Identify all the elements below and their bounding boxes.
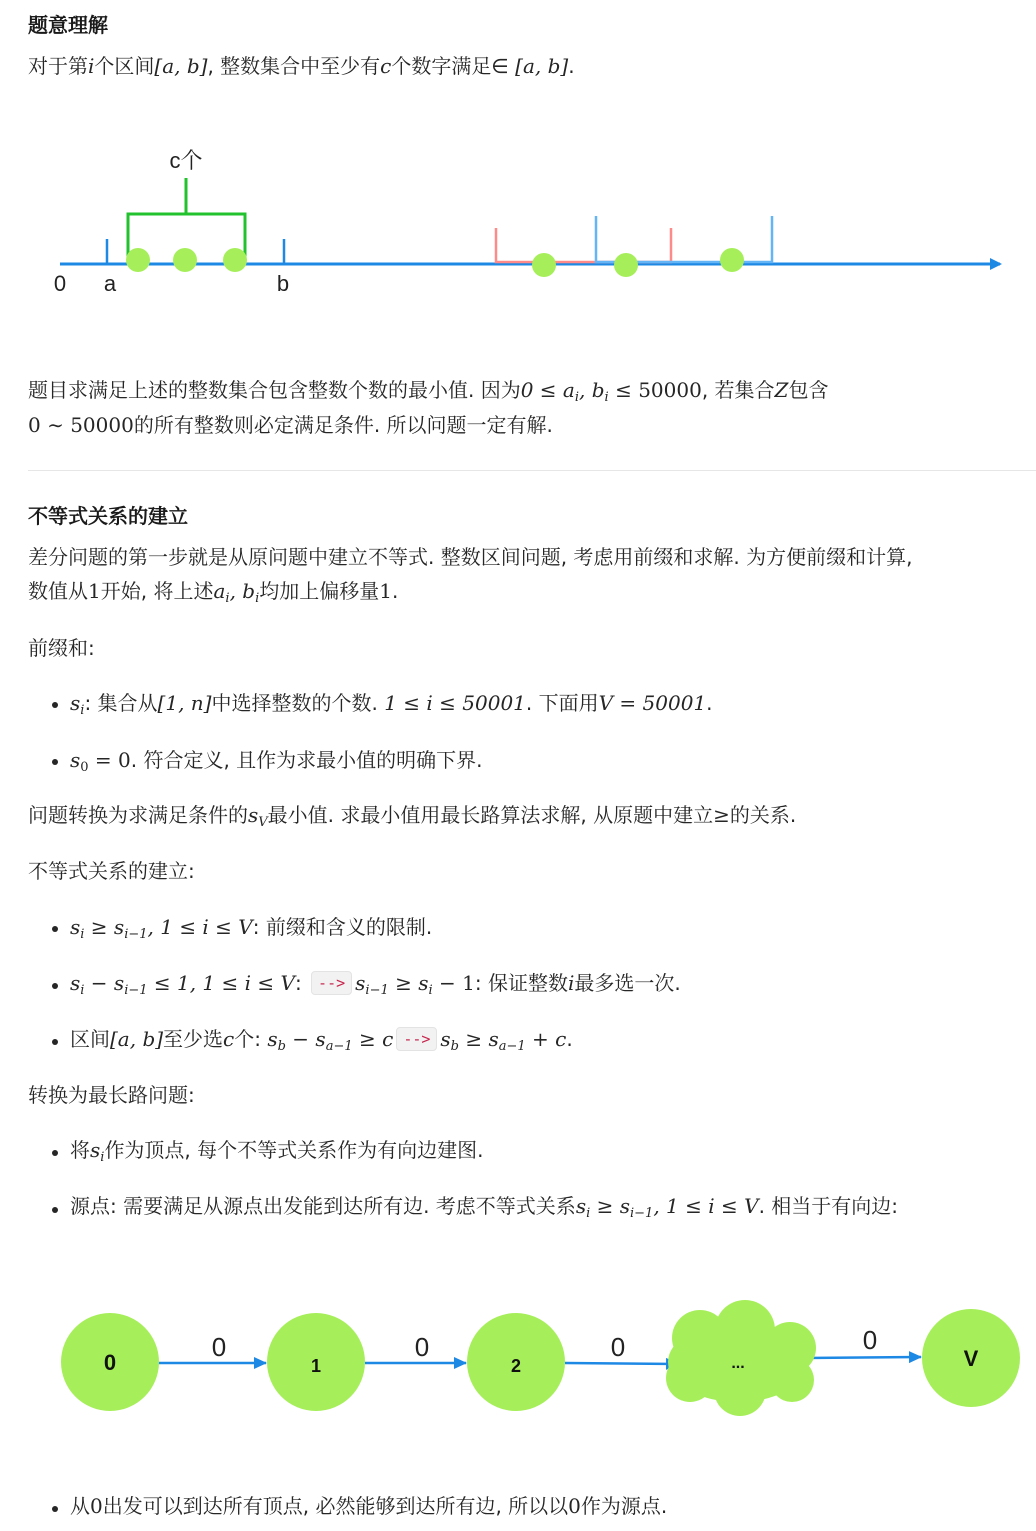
math: , [229, 579, 243, 603]
math-z: Z [774, 378, 789, 402]
math-sub: i−1 [124, 927, 148, 942]
math-sub: 0 [80, 760, 89, 775]
math: 1 ≤ i ≤ 50001 [384, 691, 526, 715]
math: 1 [379, 579, 392, 603]
text: . [566, 1027, 573, 1051]
text: 源点: 需要满足从源点出发能到达所有边. 考虑不等式关系 [70, 1194, 576, 1218]
text: . [392, 579, 399, 603]
text: 至少选 [163, 1027, 224, 1051]
math-sub: i [604, 390, 609, 405]
math-sub: b [277, 1039, 286, 1054]
math-sub: a−1 [498, 1039, 526, 1054]
bullet-dot [52, 926, 58, 932]
text: : 保证整数 [474, 971, 568, 995]
math-sub: i−1 [365, 983, 389, 998]
math: s [70, 915, 81, 939]
inline-code-arrow: --> [396, 1027, 437, 1051]
point-dot [532, 253, 556, 277]
math: − s [285, 1027, 326, 1051]
bullet-s0 [70, 746, 483, 782]
text: 包含 [788, 378, 829, 402]
math: − 1 [432, 971, 475, 995]
section-divider [28, 470, 1036, 471]
text: 中选择整数的个数. [211, 691, 385, 715]
math: ≥ c [352, 1027, 394, 1051]
math: i [567, 971, 575, 995]
convert-line [28, 801, 796, 837]
edge-weight: 0 [862, 1325, 878, 1355]
bullet-dot [52, 983, 58, 989]
math-sub: i [80, 703, 85, 718]
point-dot [223, 248, 247, 272]
label-0: 0 [53, 271, 67, 296]
node-0-label: 0 [103, 1350, 117, 1375]
para-min-value-line2 [28, 411, 553, 439]
text: 对于第 [28, 54, 88, 78]
text: 开始, 将上述 [100, 579, 214, 603]
red-interval [496, 228, 671, 262]
math: [a, b] [110, 1027, 164, 1051]
math: s [70, 748, 81, 772]
text: 个: [234, 1027, 268, 1051]
bullet-dot [52, 1150, 58, 1156]
problem-line-1 [28, 52, 575, 80]
math-sub: i−1 [124, 983, 148, 998]
text: 最小值. 求最小值用最长路算法求解, 从原题中建立 [267, 803, 714, 827]
math: − s [84, 971, 125, 995]
inequality-1 [70, 913, 432, 949]
math: , 1 ≤ i ≤ V [653, 1194, 759, 1218]
longest-path-2 [70, 1192, 898, 1228]
math: , b [579, 378, 605, 402]
math: b [242, 579, 256, 603]
math: 0 [568, 1494, 581, 1518]
math-sub: V [258, 815, 268, 830]
math-sub: i−1 [630, 1206, 654, 1221]
edge-weight: 0 [211, 1332, 227, 1362]
text: 的所有整数则必定满足条件. 所以问题一定有解. [133, 413, 553, 437]
point-dot [126, 248, 150, 272]
longest-path-1 [70, 1136, 484, 1172]
math: 0 ≤ a [520, 378, 575, 402]
edge-cloud-v [805, 1357, 921, 1358]
node-v-label: V [963, 1346, 979, 1371]
point-dot [720, 248, 744, 272]
intro-line1: 差分问题的第一步就是从原问题中建立不等式. 整数区间问题, 考虑用前缀和求解. 为方便前缀和计算, [28, 545, 913, 569]
math: 1 [88, 579, 101, 603]
source-conclusion [70, 1492, 667, 1520]
bullet-dot [52, 1207, 58, 1213]
inequality-3 [70, 1025, 573, 1061]
text: : [294, 971, 309, 995]
node-cloud-label: ... [731, 1355, 745, 1372]
bullet-dot [52, 759, 58, 765]
math: s [90, 1138, 101, 1162]
heading-inequality: 不等式关系的建立 [28, 504, 188, 528]
longest-path-label: 转换为最长路问题: [28, 1083, 195, 1107]
math-sub: i [428, 983, 433, 998]
math: a [213, 579, 226, 603]
text: 均加上偏移量 [259, 579, 380, 603]
math: V = 50001 [598, 691, 707, 715]
text: 个数字满足∈ [391, 54, 516, 78]
bullet-dot [52, 1039, 58, 1045]
math: 0 [90, 1494, 103, 1518]
graph-diagram [0, 1300, 1036, 1430]
heading-problem-understanding: 题意理解 [28, 13, 108, 37]
math: ≥ s [388, 971, 429, 995]
point-dot [614, 253, 638, 277]
math: ≥ [713, 803, 730, 827]
math: ≥ s [84, 915, 125, 939]
math: ≤ 50000 [608, 378, 702, 402]
math: s [355, 971, 366, 995]
label-c: c个 [169, 148, 203, 173]
inline-code-arrow: --> [311, 971, 352, 995]
math-sub: i [574, 390, 580, 405]
bullet-dot [52, 1506, 58, 1512]
math: + c [525, 1027, 567, 1051]
node-2-label: 2 [510, 1356, 522, 1376]
prefix-sum-label: 前缀和: [28, 636, 95, 660]
math-sub: i [80, 927, 85, 942]
text: , 整数集合中至少有 [207, 54, 381, 78]
text: 区间 [70, 1027, 110, 1051]
text: . 下面用 [525, 691, 599, 715]
bullet-dot [52, 702, 58, 708]
math: ≤ 1, 1 ≤ i ≤ V [147, 971, 295, 995]
para-min-value-line1 [28, 376, 828, 412]
math: s [440, 1027, 451, 1051]
math-sub: b [450, 1039, 459, 1054]
math-sub: i [225, 591, 230, 606]
label-a: a [103, 271, 117, 296]
math-sub: i [586, 1206, 591, 1221]
math: 0 ∼ 50000 [28, 413, 134, 437]
inequality-2 [70, 969, 681, 1005]
text: 作为顶点, 每个不等式关系作为有向边建图. [104, 1138, 484, 1162]
text: 出发可以到达所有顶点, 必然能够到达所有边, 所以以 [102, 1494, 569, 1518]
math: s [248, 803, 259, 827]
text: 最多选一次. [574, 971, 681, 995]
intro-line2 [28, 577, 398, 613]
math: , 1 ≤ i ≤ V [147, 915, 253, 939]
math: s [575, 1194, 587, 1218]
text: . 相当于有向边: [758, 1194, 899, 1218]
math: s [70, 691, 81, 715]
math: s [267, 1027, 278, 1051]
math: s [70, 971, 81, 995]
text: 从 [70, 1494, 90, 1518]
math: c [223, 1027, 235, 1051]
text: 数值从 [28, 579, 88, 603]
text: . [706, 691, 713, 715]
math-sub: i [100, 1150, 105, 1165]
edge-weight: 0 [414, 1332, 430, 1362]
label-b: b [276, 271, 290, 296]
math: ≥ s [459, 1027, 499, 1051]
text: : 集合从 [84, 691, 158, 715]
math-sub: i [255, 591, 260, 606]
math-interval: [a, b] [515, 54, 569, 78]
number-line-figure [0, 130, 1036, 310]
text: 问题转换为求满足条件的 [28, 803, 248, 827]
math: = 0 [88, 748, 131, 772]
edge-2-cloud [565, 1363, 678, 1364]
math-c: c [380, 54, 392, 78]
math-i: i [88, 54, 95, 78]
bullet-si [70, 689, 713, 725]
text: , 若集合 [701, 378, 775, 402]
math: [1, n] [157, 691, 212, 715]
text: 的关系. [729, 803, 797, 827]
math-sub: a−1 [325, 1039, 353, 1054]
text: : 前缀和含义的限制. [252, 915, 433, 939]
math: ≥ s [590, 1194, 630, 1218]
text: . [568, 54, 575, 78]
text: 个区间 [94, 54, 155, 78]
point-dot [173, 248, 197, 272]
math-sub: i [80, 983, 85, 998]
text: . 符合定义, 且作为求最小值的明确下界. [130, 748, 483, 772]
inequality-label: 不等式关系的建立: [28, 859, 195, 883]
edge-weight: 0 [610, 1332, 626, 1362]
math-interval: [a, b] [154, 54, 208, 78]
node-1-label: 1 [310, 1356, 322, 1376]
text: 作为源点. [580, 1494, 668, 1518]
text: 题目求满足上述的整数集合包含整数个数的最小值. 因为 [28, 378, 521, 402]
text: 将 [70, 1138, 90, 1162]
